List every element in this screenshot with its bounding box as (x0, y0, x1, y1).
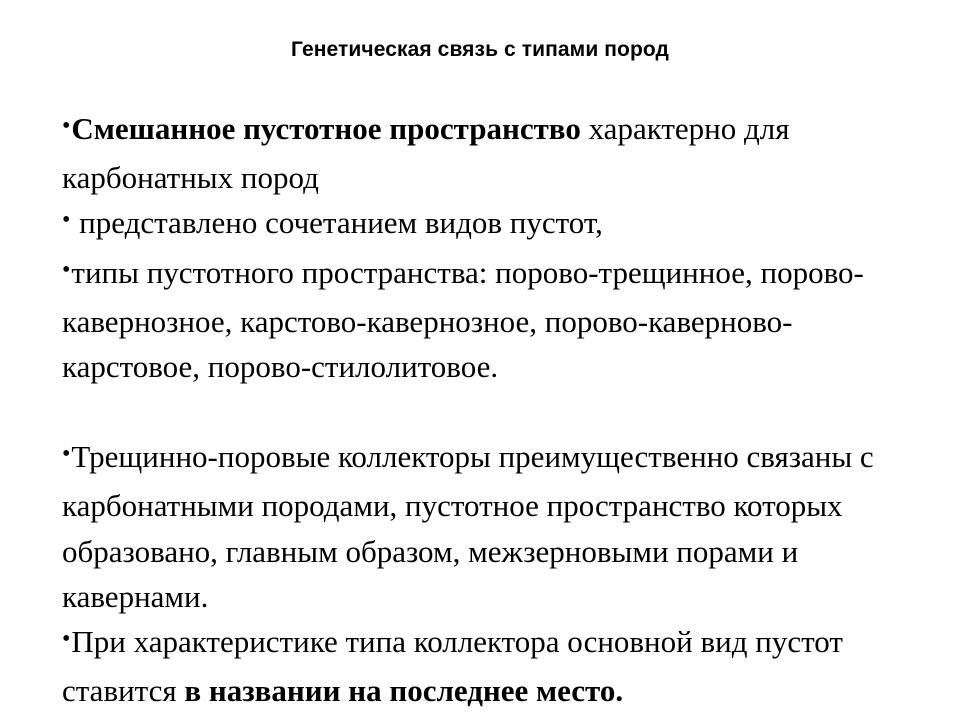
paragraph-spacer (62, 389, 912, 434)
bullet-paragraph-4 (62, 434, 912, 619)
bullet-text: типы пустотного пространства: порово-трещинное, порово-кавернозное, карстово-кавернозное, порово-каверново-карстовое, порово-стилолитовое. (62, 254, 864, 385)
bullet-text: характерно для карбонатных пород (62, 111, 790, 196)
slide-body (62, 106, 912, 713)
bullet-text: При характеристике типа коллектора основной вид пустот ставится (62, 624, 843, 709)
bullet-text: Трещинно-поровые коллекторы преимущественно связаны с карбонатными породами, пустотное пространство которых образовано, главным образом, межзерновыми порами и кавернами. (62, 439, 874, 614)
bullet-bold-text: Смешанное пустотное пространство (71, 111, 581, 146)
bullet-marker: • (62, 207, 71, 234)
bullet-marker: • (62, 256, 71, 283)
bullet-marker: • (62, 441, 71, 468)
bullet-paragraph-3 (62, 250, 912, 390)
bullet-paragraph-2 (62, 200, 912, 249)
bullet-paragraph-5 (62, 619, 912, 713)
bullet-marker: • (62, 113, 71, 139)
bullet-paragraph-1 (62, 106, 912, 200)
bullet-bold-text: в названии на последнее место. (184, 673, 624, 709)
bullet-text: представлено сочетанием видов пустот, (71, 205, 603, 241)
bullet-marker: • (62, 626, 71, 653)
slide-title: Генетическая связь с типами пород (291, 38, 669, 61)
